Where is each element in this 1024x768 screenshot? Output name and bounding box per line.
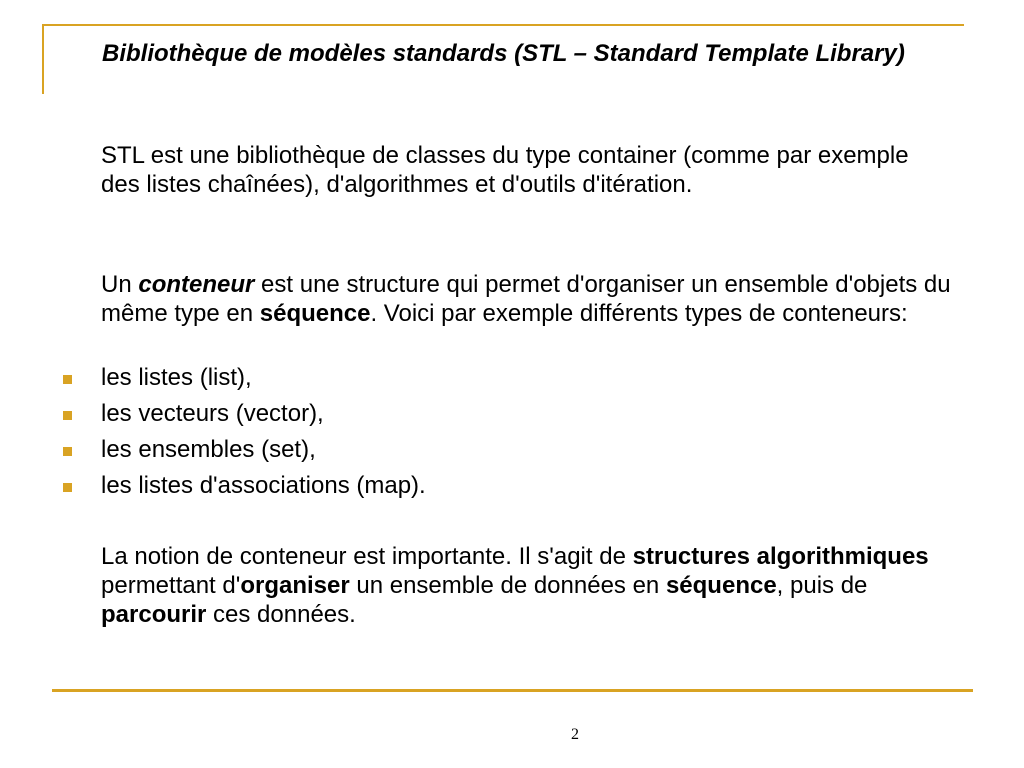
intro-paragraph: STL est une bibliothèque de classes du type container (comme par exemple des listes chaînées), d'algorithmes et d'outils d'itération.: [101, 142, 909, 198]
container-definition-paragraph: [101, 270, 951, 328]
container-definition-text-2: est une structure qui permet d'organiser un ensemble d'objets du même type en: [101, 271, 951, 327]
list-item: [0, 435, 426, 471]
conclusion-text-3: un ensemble de données en: [349, 572, 666, 599]
container-definition-text-3: . Voici par exemple différents types de conteneurs:: [370, 300, 908, 327]
container-term: conteneur: [138, 271, 255, 298]
container-types-list: [0, 363, 426, 507]
square-bullet-icon: [63, 411, 72, 420]
square-bullet-icon: [63, 375, 72, 384]
page-number: 2: [571, 726, 579, 743]
conclusion-text-5: ces données.: [206, 601, 356, 628]
slide-title: Bibliothèque de modèles standards (STL – Standard Template Library): [102, 40, 905, 67]
list-item-text: les vecteurs (vector),: [101, 400, 324, 427]
list-item: [0, 363, 426, 399]
square-bullet-icon: [63, 483, 72, 492]
conclusion-text-1: La notion de conteneur est importante. Il s'agit de: [101, 543, 633, 570]
list-item: [0, 471, 426, 507]
list-item-text: les listes d'associations (map).: [101, 472, 426, 499]
organiser-term: organiser: [240, 572, 350, 599]
sequence-term: séquence: [665, 572, 777, 599]
structures-term: structures algorithmiques: [632, 543, 929, 570]
footer-rule: [52, 689, 973, 692]
list-item-text: les ensembles (set),: [101, 436, 316, 463]
sequence-term: séquence: [259, 300, 371, 327]
list-item-text: les listes (list),: [101, 364, 252, 391]
frame-left-rule: [42, 24, 44, 94]
square-bullet-icon: [63, 447, 72, 456]
container-definition-text-1: Un: [101, 271, 139, 298]
list-item: [0, 399, 426, 435]
conclusion-text-2: permettant d': [101, 572, 241, 599]
parcourir-term: parcourir: [101, 601, 207, 628]
frame-top-rule: [42, 24, 964, 26]
conclusion-text-4: , puis de: [776, 572, 868, 599]
conclusion-paragraph: [101, 542, 951, 629]
